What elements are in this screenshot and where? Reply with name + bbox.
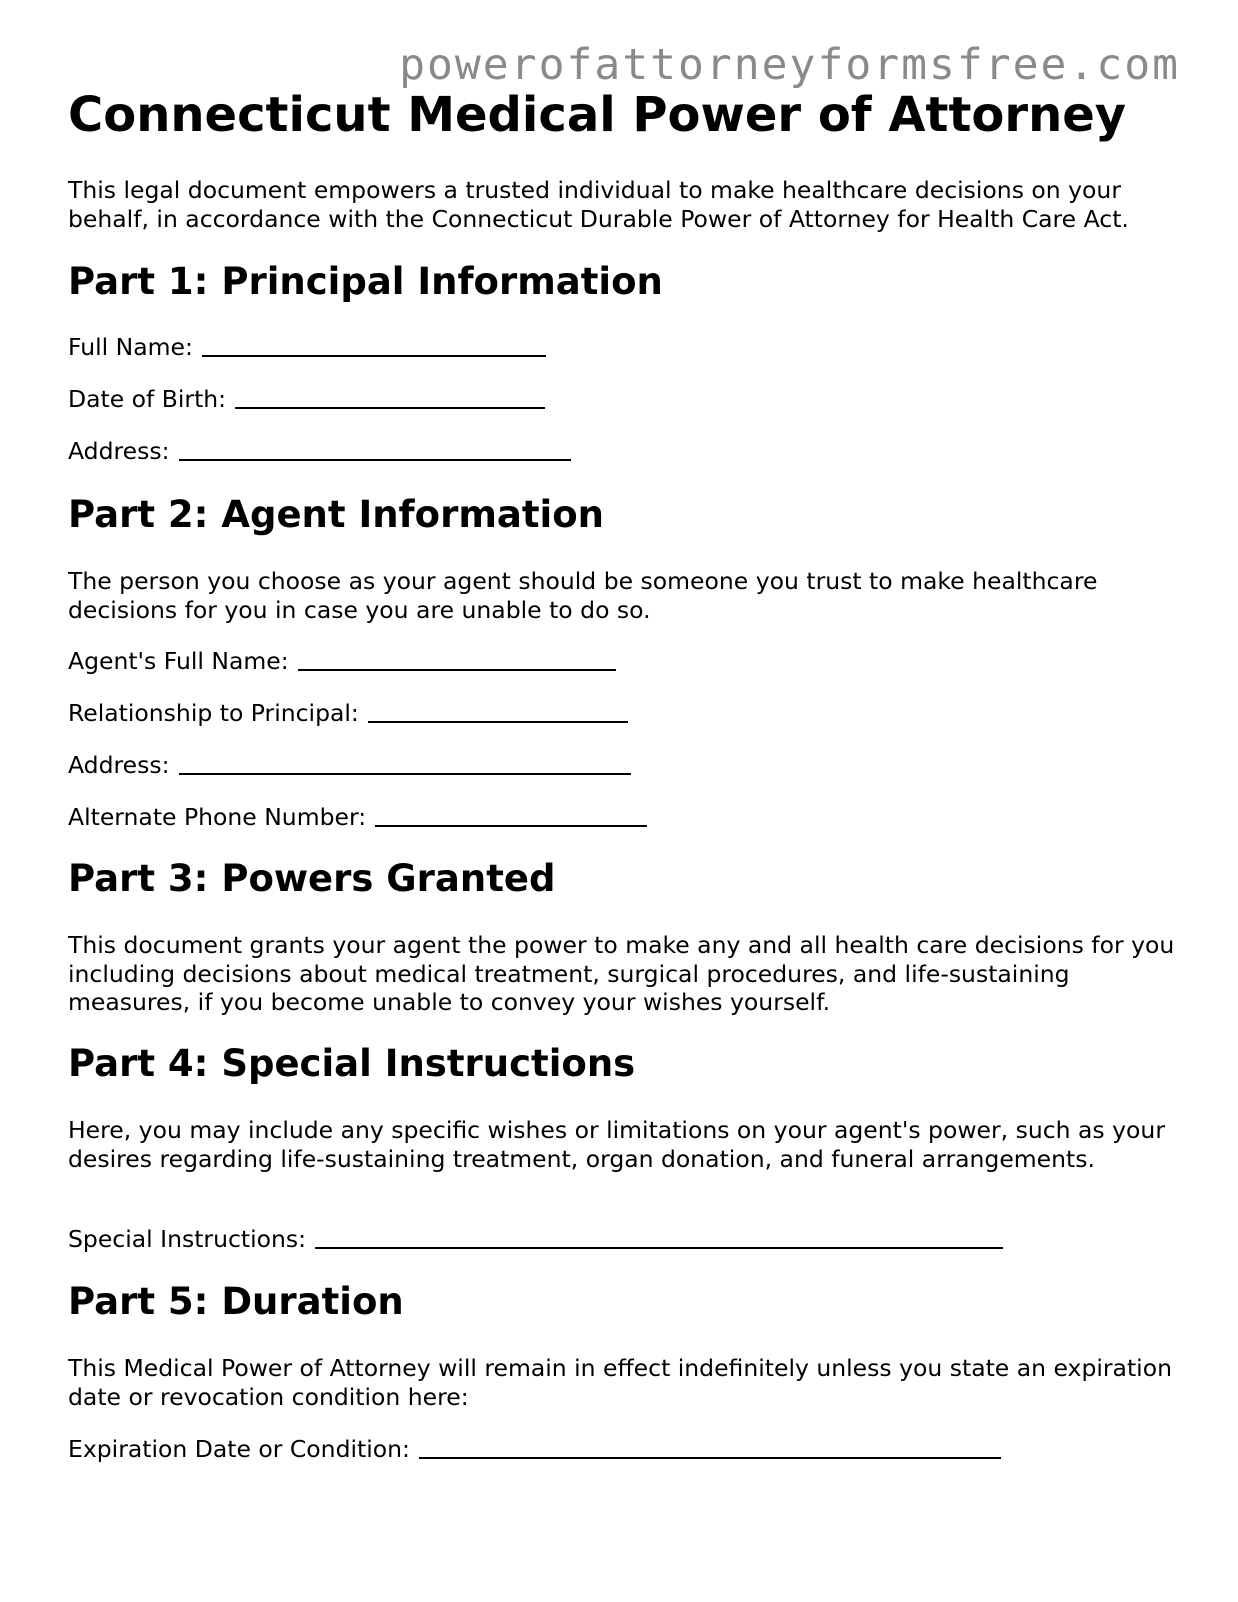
part5-heading: Part 5: Duration <box>68 1280 404 1323</box>
document-title: Connecticut Medical Power of Attorney <box>68 87 1127 143</box>
agent-full-name-field <box>68 646 616 676</box>
principal-address-field <box>68 436 571 466</box>
agent-address-blank[interactable] <box>179 753 631 775</box>
agent-full-name-blank[interactable] <box>298 649 616 671</box>
agent-phone-field <box>68 802 647 832</box>
intro-paragraph: This legal document empowers a trusted individual to make healthcare decisions on your behalf, in accordance with the Connecticut Durable Power of Attorney for Health Care Act. <box>68 176 1129 233</box>
field-label: Special Instructions: <box>68 1225 307 1253</box>
agent-address-field <box>68 750 631 780</box>
part4-paragraph: Here, you may include any specific wishes or limitations on your agent's power, such as your desires regarding life-sustaining treatment, organ donation, and funeral arrangements. <box>68 1116 1165 1173</box>
part4-heading: Part 4: Special Instructions <box>68 1042 636 1085</box>
field-label: Alternate Phone Number: <box>68 803 367 831</box>
special-instructions-field <box>68 1224 1003 1254</box>
agent-phone-blank[interactable] <box>375 805 647 827</box>
part5-paragraph: This Medical Power of Attorney will remain in effect indefinitely unless you state an expiration date or revocation condition here: <box>68 1354 1172 1411</box>
expiration-field <box>68 1434 1001 1464</box>
principal-dob-field <box>68 384 545 414</box>
part1-heading: Part 1: Principal Information <box>68 260 663 303</box>
principal-address-blank[interactable] <box>179 439 571 461</box>
field-label: Address: <box>68 751 170 779</box>
field-label: Relationship to Principal: <box>68 699 359 727</box>
principal-dob-blank[interactable] <box>235 387 545 409</box>
part3-paragraph: This document grants your agent the power to make any and all health care decisions for you including decisions about medical treatment, surgical procedures, and life-sustaining measures, if you become unable to convey your wishes yourself. <box>68 931 1175 1016</box>
special-instructions-blank[interactable] <box>315 1227 1003 1249</box>
field-label: Date of Birth: <box>68 385 227 413</box>
part2-paragraph: The person you choose as your agent should be someone you trust to make healthcare decisions for you in case you are unable to do so. <box>68 567 1098 624</box>
agent-relationship-field <box>68 698 628 728</box>
part3-heading: Part 3: Powers Granted <box>68 857 556 900</box>
expiration-blank[interactable] <box>419 1437 1001 1459</box>
field-label: Full Name: <box>68 333 193 361</box>
watermark: powerofattorneyformsfree.com <box>399 40 1180 90</box>
principal-full-name-blank[interactable] <box>202 335 546 357</box>
principal-full-name-field <box>68 332 546 362</box>
field-label: Agent's Full Name: <box>68 647 289 675</box>
agent-relationship-blank[interactable] <box>368 701 628 723</box>
field-label: Expiration Date or Condition: <box>68 1435 410 1463</box>
part2-heading: Part 2: Agent Information <box>68 493 604 536</box>
field-label: Address: <box>68 437 170 465</box>
